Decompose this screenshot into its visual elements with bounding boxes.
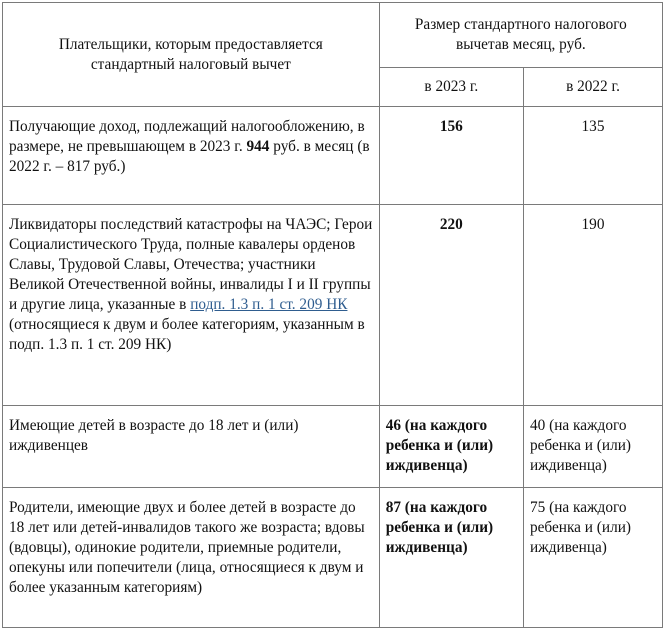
header-payers: Плательщики, которым предоставляется стандартный налоговый вычет	[3, 3, 380, 107]
value-2022: 40 (на каждого ребенка и (или) иждивенца)	[523, 406, 662, 488]
value-2023: 46 (на каждого ребенка и (или) иждивенца)	[379, 406, 523, 488]
payers-cell: Родители, имеющие двух и более детей в возрасте до 18 лет или детей-инвалидов такого же возраста; вдовы (вдовцы), одинокие родители, приемные родители, опекуны или попечители (лица, относящиеся к двум и более указанным категориям)	[3, 488, 380, 628]
value-2022: 190	[523, 205, 662, 406]
value-2023: 156	[379, 107, 523, 205]
table-row	[3, 205, 663, 406]
law-article-link[interactable]: подп. 1.3 п. 1 ст. 209 НК	[190, 296, 348, 313]
table-row	[3, 406, 663, 488]
payers-text: Ликвидаторы последствий катастрофы на ЧАЭС; Герои Социалистического Труда, полные кавалеры орденов Славы, Трудовой Славы, Отечества; участники Великой Отечественной войны, инвалиды I и II группы и другие лица, указанные в	[9, 216, 373, 313]
value-2022: 135	[523, 107, 662, 205]
header-year-2022: в 2022 г.	[523, 68, 662, 107]
payers-text: Получающие доход, подлежащий налогообложению, в размере, не превышающем в 2023 г.	[9, 118, 365, 155]
header-amount: Размер стандартного налогового вычетав месяц, руб.	[379, 3, 662, 68]
payers-text-tail: руб. в месяц (в 2022 г. – 817 руб.)	[9, 138, 370, 175]
payers-text-tail: (относящиеся к двум и более категориям, указанным в подп. 1.3 п. 1 ст. 209 НК)	[9, 316, 365, 353]
table-row	[3, 107, 663, 205]
value-2022: 75 (на каждого ребенка и (или) иждивенца)	[523, 488, 662, 628]
value-2023: 87 (на каждого ребенка и (или) иждивенца)	[379, 488, 523, 628]
header-year-2023: в 2023 г.	[379, 68, 523, 107]
payers-cell	[3, 107, 380, 205]
deduction-table	[2, 2, 663, 628]
income-limit: 944	[246, 138, 270, 155]
table-row	[3, 488, 663, 628]
payers-cell	[3, 205, 380, 406]
payers-cell: Имеющие детей в возрасте до 18 лет и (или) иждивенцев	[3, 406, 380, 488]
value-2023: 220	[379, 205, 523, 406]
header-row	[3, 3, 663, 68]
